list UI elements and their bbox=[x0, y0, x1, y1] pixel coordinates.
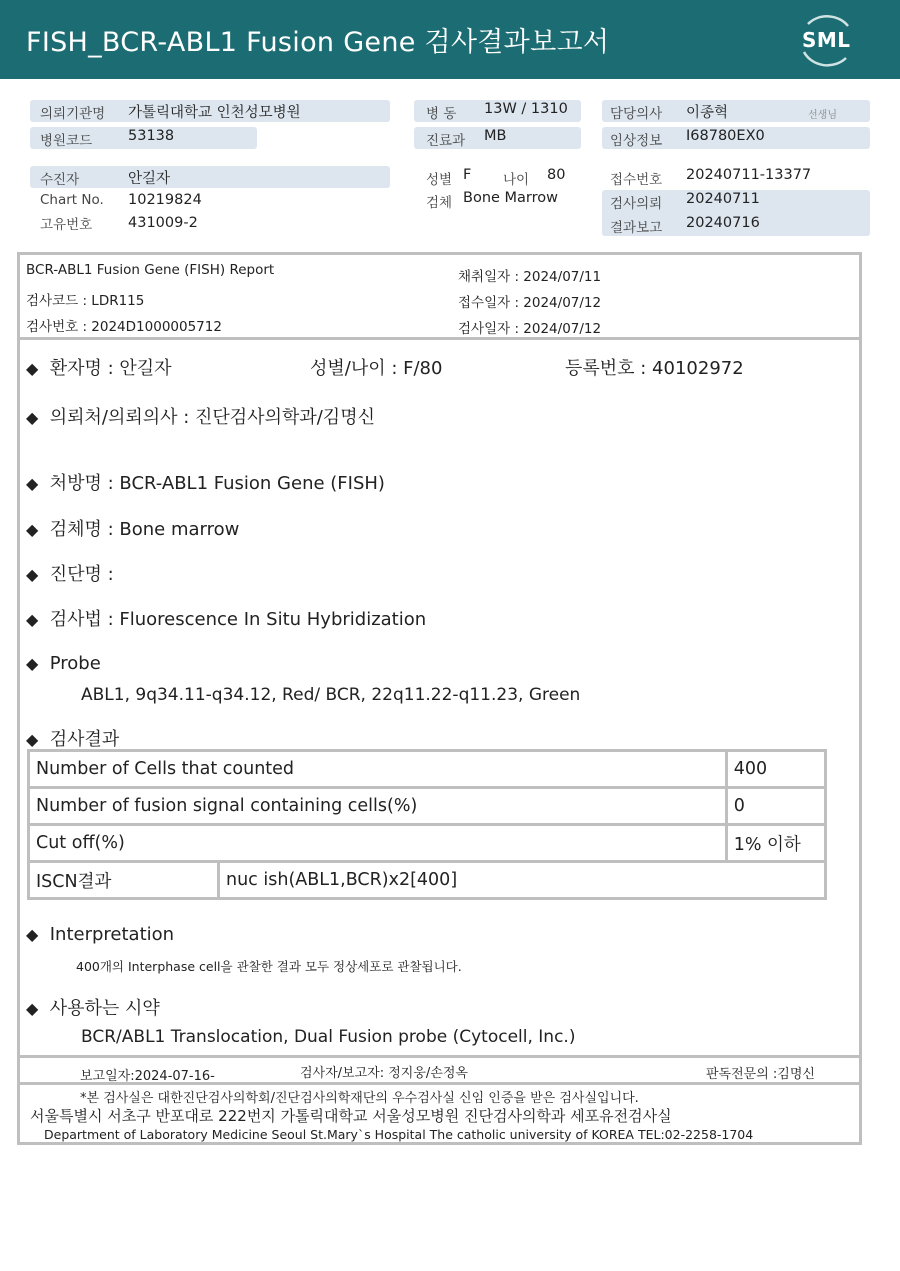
report-date: 보고일자:2024-07-16- bbox=[80, 1069, 215, 1084]
specimen-value: Bone Marrow bbox=[463, 190, 559, 206]
test-number: 검사번호 : 2024D1000005712 bbox=[26, 319, 222, 335]
specimen-label: 검체 bbox=[426, 195, 453, 211]
hospcode-value: 53138 bbox=[128, 128, 175, 144]
patient-value: 안길자 bbox=[128, 171, 171, 187]
uid-label: 고유번호 bbox=[40, 217, 93, 233]
doctor-suffix: 선생님 bbox=[808, 110, 837, 121]
report-header bbox=[0, 0, 900, 79]
request-label: 검사의뢰 bbox=[610, 196, 663, 212]
patient-info-section bbox=[0, 92, 900, 242]
doctor-value: 이종혁 bbox=[686, 105, 729, 121]
hospital-value: 가톨릭대학교 인천성모병원 bbox=[128, 105, 301, 121]
report-body bbox=[17, 252, 862, 1145]
dept-value: MB bbox=[484, 128, 507, 144]
receipt-value: 20240711-13377 bbox=[686, 167, 812, 183]
result-value: 1% 이하 bbox=[726, 825, 825, 862]
test-date: 검사일자 : 2024/07/12 bbox=[458, 321, 602, 337]
result-label: Number of fusion signal containing cells(%) bbox=[29, 788, 727, 825]
diamond-bullet-icon: ◆ bbox=[26, 565, 39, 584]
interpretation-title: Interpretation bbox=[49, 924, 175, 945]
diamond-bullet-icon: ◆ bbox=[26, 408, 39, 427]
diamond-bullet-icon: ◆ bbox=[26, 359, 39, 378]
diamond-bullet-icon: ◆ bbox=[26, 520, 39, 539]
ward-label: 병 동 bbox=[426, 106, 457, 122]
interpretation-line bbox=[26, 924, 174, 945]
result-value: 400 bbox=[726, 751, 825, 788]
page-title: FISH_BCR-ABL1 Fusion Gene 검사결과보고서 bbox=[26, 27, 610, 58]
lab-department: Department of Laboratory Medicine Seoul St.Mary`s Hospital The catholic university of KOREA TEL:02-2258-1704 bbox=[44, 1127, 754, 1142]
result-table bbox=[27, 749, 827, 900]
age-label: 나이 bbox=[503, 172, 530, 188]
clinical-label: 임상정보 bbox=[610, 133, 663, 149]
hospital-label: 의뢰기관명 bbox=[40, 106, 106, 122]
registration-number: 등록번호 : 40102972 bbox=[565, 358, 744, 379]
reagent-line bbox=[26, 994, 160, 1020]
sex-label: 성별 bbox=[426, 172, 453, 188]
signature-row bbox=[20, 1055, 859, 1082]
lab-footer bbox=[20, 1082, 859, 1142]
reagent-title: 사용하는 시약 bbox=[49, 998, 160, 1019]
interpretation-text: 400개의 Interphase cell을 관찰한 결과 모두 정상세포로 관찰됩니다. bbox=[76, 959, 462, 974]
prescription: 처방명 : BCR-ABL1 Fusion Gene (FISH) bbox=[49, 473, 385, 494]
diamond-bullet-icon: ◆ bbox=[26, 730, 39, 749]
chart-label: Chart No. bbox=[40, 192, 104, 208]
test-code: 검사코드 : LDR115 bbox=[26, 293, 145, 309]
dept-label: 진료과 bbox=[426, 133, 466, 149]
probe-title: Probe bbox=[49, 653, 101, 674]
table-row bbox=[29, 825, 826, 862]
test-method: 검사법 : Fluorescence In Situ Hybridization bbox=[49, 609, 427, 630]
method-line bbox=[26, 605, 426, 631]
sex-age: 성별/나이 : F/80 bbox=[310, 358, 443, 379]
diamond-bullet-icon: ◆ bbox=[26, 474, 39, 493]
logo-text: SML bbox=[802, 28, 851, 52]
specimen-line bbox=[26, 515, 239, 541]
table-row bbox=[29, 751, 826, 788]
result-value: 0 bbox=[726, 788, 825, 825]
uid-value: 431009-2 bbox=[128, 215, 198, 231]
ward-value: 13W / 1310 bbox=[484, 101, 568, 117]
report-name: BCR-ABL1 Fusion Gene (FISH) Report bbox=[26, 262, 275, 278]
doctor-label: 담당의사 bbox=[610, 106, 663, 122]
hospcode-label: 병원코드 bbox=[40, 133, 93, 149]
chart-value: 10219824 bbox=[128, 192, 202, 208]
diamond-bullet-icon: ◆ bbox=[26, 925, 39, 944]
result-label: Number of Cells that counted bbox=[29, 751, 727, 788]
reporter: 검사자/보고자: 정지웅/손정옥 bbox=[300, 1066, 468, 1081]
age-value: 80 bbox=[547, 167, 566, 183]
iscn-label: ISCN결과 bbox=[29, 862, 219, 899]
prescription-line bbox=[26, 469, 385, 495]
diamond-bullet-icon: ◆ bbox=[26, 999, 39, 1018]
diamond-bullet-icon: ◆ bbox=[26, 654, 39, 673]
diamond-bullet-icon: ◆ bbox=[26, 610, 39, 629]
probe-line bbox=[26, 653, 101, 674]
reported-label: 결과보고 bbox=[610, 220, 663, 236]
report-head bbox=[20, 255, 859, 340]
result-line bbox=[26, 725, 119, 751]
receipt-label: 접수번호 bbox=[610, 172, 663, 188]
sml-logo bbox=[794, 12, 858, 68]
sex-value: F bbox=[463, 167, 472, 183]
specialist: 판독전문의 :김명신 bbox=[706, 1067, 815, 1082]
lab-address: 서울특별시 서초구 반포대로 222번지 가톨릭대학교 서울성모병원 진단검사의학과 세포유전검사실 bbox=[30, 1107, 672, 1125]
clinical-value: I68780EX0 bbox=[686, 128, 765, 144]
diagnosis-line bbox=[26, 560, 114, 586]
info-bar bbox=[30, 166, 390, 188]
table-row bbox=[29, 862, 826, 899]
probe-value: ABL1, 9q34.11-q34.12, Red/ BCR, 22q11.22-q11.23, Green bbox=[81, 685, 581, 705]
result-label: Cut off(%) bbox=[29, 825, 727, 862]
table-row bbox=[29, 788, 826, 825]
reported-value: 20240716 bbox=[686, 215, 760, 231]
diagnosis: 진단명 : bbox=[49, 564, 114, 585]
specimen-name: 검체명 : Bone marrow bbox=[49, 519, 240, 540]
patient-label: 수진자 bbox=[40, 172, 80, 188]
certification-note: *본 검사실은 대한진단검사의학회/진단검사의학재단의 우수검사실 신임 인증을 받은 검사실입니다. bbox=[80, 1091, 639, 1106]
referral: 의뢰처/의뢰의사 : 진단검사의학과/김명신 bbox=[49, 407, 375, 428]
iscn-value: nuc ish(ABL1,BCR)x2[400] bbox=[219, 862, 826, 899]
collect-date: 채취일자 : 2024/07/11 bbox=[458, 269, 602, 285]
reagent-value: BCR/ABL1 Translocation, Dual Fusion probe (Cytocell, Inc.) bbox=[81, 1027, 576, 1047]
patient-line bbox=[26, 354, 172, 380]
referral-line bbox=[26, 403, 375, 429]
result-title: 검사결과 bbox=[49, 729, 120, 750]
receipt-date: 접수일자 : 2024/07/12 bbox=[458, 295, 602, 311]
request-value: 20240711 bbox=[686, 191, 760, 207]
patient-name: 환자명 : 안길자 bbox=[49, 358, 172, 379]
